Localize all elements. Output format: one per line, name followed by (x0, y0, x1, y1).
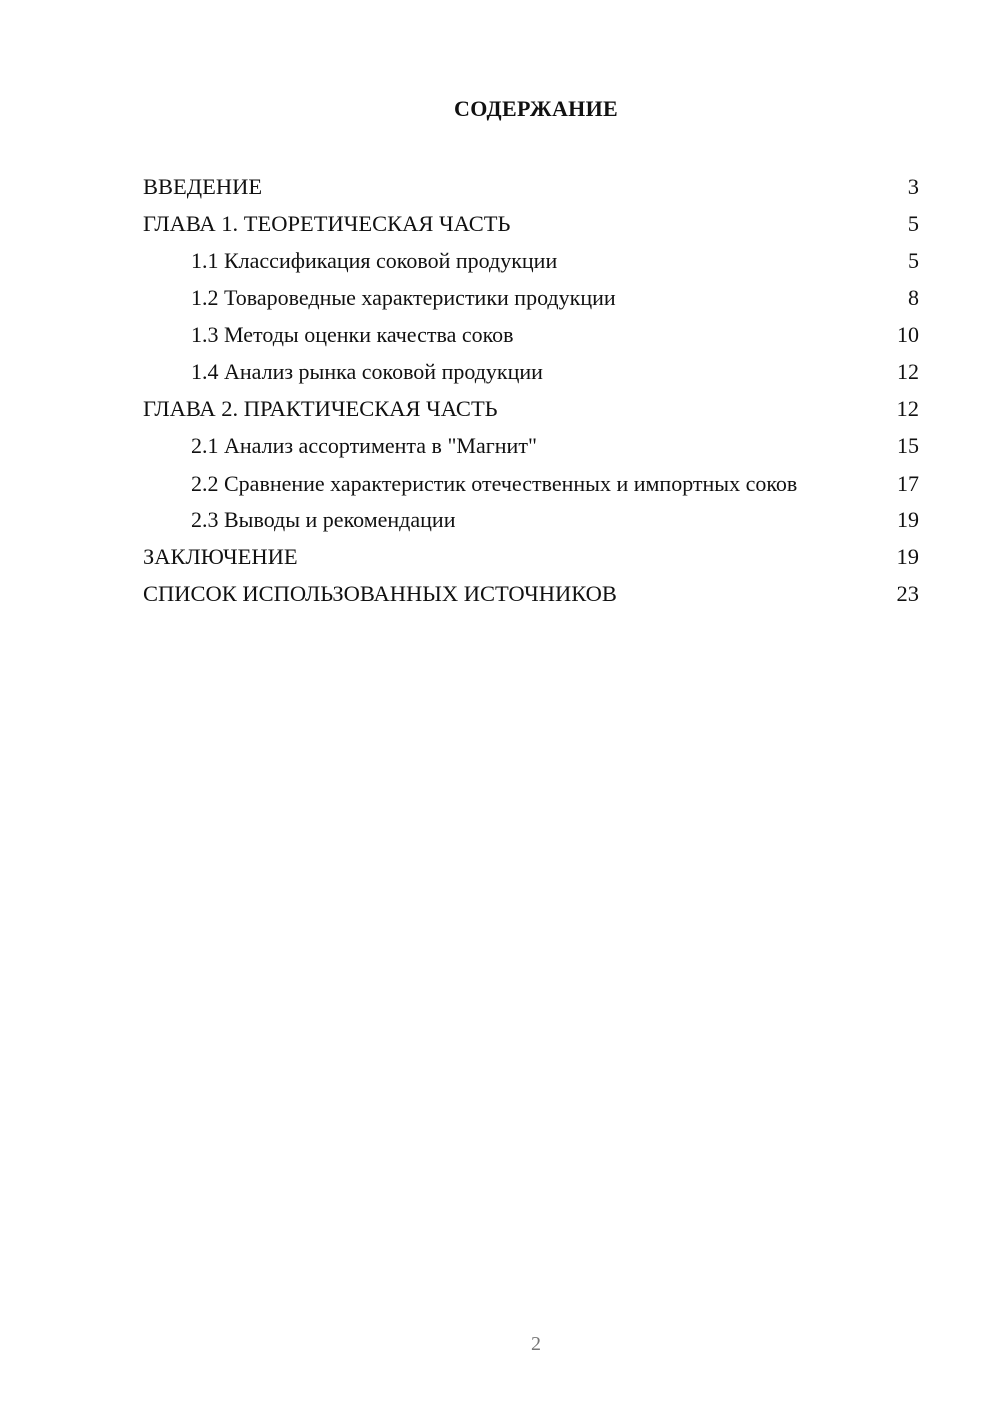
toc-entry-section-1-2 (143, 279, 919, 316)
toc-entry-chapter-2 (143, 390, 919, 427)
toc-entry-section-2-2 (143, 464, 919, 501)
toc-entry-page: 15 (897, 433, 919, 458)
toc-entry-page: 12 (897, 359, 919, 384)
toc-entry-page: 3 (907, 174, 919, 199)
toc-entry-chapter-1 (143, 205, 919, 242)
toc-entry-label: 2.1 Анализ ассортимента в "Магнит" (191, 433, 537, 458)
toc-entry-label: ЗАКЛЮЧЕНИЕ (143, 544, 298, 569)
toc-entry-section-1-1 (143, 242, 919, 279)
toc-entry-label: ГЛАВА 1. ТЕОРЕТИЧЕСКАЯ ЧАСТЬ (143, 211, 511, 236)
toc-entry-label: 2.2 Сравнение характеристик отечественных и импортных соков (191, 471, 798, 496)
toc-entry-label: ВВЕДЕНИЕ (143, 174, 263, 199)
toc-entry-page: 19 (896, 544, 919, 569)
page-number: 2 (531, 1333, 541, 1355)
toc-entry-page: 5 (907, 211, 919, 236)
toc-entry-section-2-3 (143, 501, 919, 538)
toc-entry-label: 1.1 Классификация соковой продукции (191, 248, 558, 273)
toc-entry-page: 17 (897, 471, 919, 496)
toc-entry-label: СПИСОК ИСПОЛЬЗОВАННЫХ ИСТОЧНИКОВ (143, 581, 617, 606)
toc-entry-page: 5 (908, 248, 919, 273)
toc-entry-page: 12 (896, 396, 919, 421)
toc-heading: СОДЕРЖАНИЕ (454, 96, 618, 121)
toc-entry-page: 23 (896, 581, 919, 606)
toc-entry-page: 19 (897, 507, 919, 532)
toc-entry-page: 8 (908, 285, 919, 310)
toc-entry-section-1-4 (143, 353, 919, 390)
toc-entry-label: 1.2 Товароведные характеристики продукции (191, 285, 616, 310)
toc-entry-introduction (143, 168, 919, 205)
toc-entry-label: 1.3 Методы оценки качества соков (191, 322, 514, 347)
toc-entry-section-1-3 (143, 316, 919, 353)
toc-entry-label: ГЛАВА 2. ПРАКТИЧЕСКАЯ ЧАСТЬ (143, 396, 498, 421)
toc-entry-page: 10 (897, 322, 919, 347)
toc-entry-references (143, 575, 919, 612)
toc-entry-label: 1.4 Анализ рынка соковой продукции (191, 359, 543, 384)
toc-entry-section-2-1 (143, 427, 919, 464)
table-of-contents (143, 168, 919, 612)
toc-entry-label: 2.3 Выводы и рекомендации (191, 507, 456, 532)
toc-entry-conclusion (143, 538, 919, 575)
